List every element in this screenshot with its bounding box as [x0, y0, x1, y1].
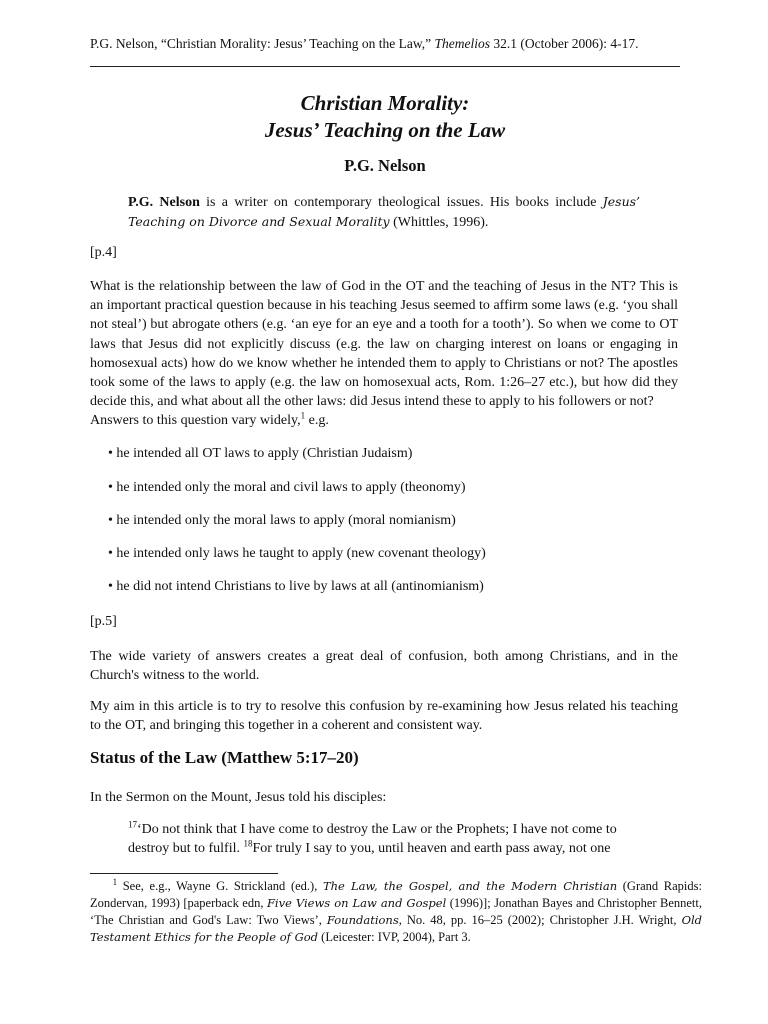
- article-title-line2: Jesus’ Teaching on the Law: [264, 118, 506, 142]
- bio-publisher: (Whittles, 1996).: [393, 215, 489, 230]
- footnote-ref-1[interactable]: 1: [300, 410, 306, 421]
- section-intro: In the Sermon on the Mount, Jesus told his disciples:: [90, 790, 387, 805]
- answer-item: • he intended only the moral laws to apply (moral nomianism): [108, 513, 456, 528]
- journal-name: Themelios: [434, 36, 490, 51]
- bio-book-title: Jesus’ Teaching on Divorce and Sexual Morality: [128, 194, 641, 229]
- verse-number: 18: [243, 838, 253, 849]
- verse-number: 17: [128, 819, 137, 830]
- answers-intro-tail: e.g.: [305, 413, 329, 429]
- quote-text: For truly I say to you, until heaven and earth pass away, not one: [252, 841, 611, 856]
- article-author: P.G. Nelson: [344, 156, 426, 175]
- quote-text: ‘Do not think that I have come to destroy the Law or the Prophets; I have not come to destroy but to fulfil.: [128, 822, 617, 856]
- footnote-text: (Grand Rapids: Zondervan, 1993) [paperback edn,: [90, 879, 702, 910]
- bio-name: P.G. Nelson: [128, 195, 200, 210]
- answers-intro: Answers to this question vary widely,: [90, 413, 301, 429]
- footnote-text: See, e.g., Wayne G. Strickland (ed.),: [122, 879, 318, 893]
- page-marker-p4: [p.4]: [90, 245, 117, 260]
- answer-item: • he intended only the moral and civil laws to apply (theonomy): [108, 480, 466, 495]
- footnote-text: (1996)]; Jonathan Bayes and Christopher Bennett, ‘The Christian and God's Law: Two Views’,: [90, 896, 703, 927]
- footnote-title: Foundations: [326, 913, 399, 927]
- footnote-text: (Leicester: IVP, 2004), Part 3.: [321, 930, 471, 944]
- author-bio: [128, 192, 640, 232]
- footnote-title: Five Views on Law and Gospel: [266, 896, 447, 910]
- article-title-line1: Christian Morality:: [300, 91, 470, 115]
- answer-item: • he intended only laws he taught to apply (new covenant theology): [108, 546, 486, 561]
- footnote-title: Old Testament Ethics for the People of God: [90, 913, 703, 944]
- running-header: [90, 36, 690, 52]
- footnote-text: , No. 48, pp. 16–25 (2002); Christopher J.H. Wright,: [398, 913, 677, 927]
- citation-suffix: 32.1 (October 2006): 4-17.: [493, 36, 639, 51]
- body-paragraph-2: My aim in this article is to try to resolve this confusion by re-examining how Jesus related his teaching to the OT, and bringing this together in a coherent and consistent way.: [90, 699, 678, 734]
- footnote-number: 1: [112, 876, 118, 887]
- header-rule: [90, 66, 680, 67]
- page-marker-p5: [p.5]: [90, 614, 117, 629]
- citation-prefix: P.G. Nelson, “Christian Morality: Jesus’ Teaching on the Law,”: [90, 36, 432, 51]
- bio-text: is a writer on contemporary theological issues. His books include: [206, 195, 597, 210]
- intro-text: What is the relationship between the law of God in the OT and the teaching of Jesus in the NT? This is an important practical question because in his teaching Jesus seemed to affirm some laws (e.g. ‘you shall not steal’) but abrogate others (e.g. ‘an eye for an eye and a tooth for a tooth’). So when we come to OT laws that Jesus did not explicitly discuss (e.g. the law on charging interest on loans or engaging in homosexual acts) how do we know whether he intended them to apply to Christians or not? The apostles took some of the laws to apply (e.g. the law on homosexual acts, Rom. 1:26–27 etc.), but how did they decide this, and what about all the other laws: did Jesus intend these to apply to his followers or not?: [90, 279, 678, 410]
- intro-paragraph: [90, 277, 678, 431]
- scripture-quote: [128, 820, 643, 858]
- footnote-1: [90, 878, 702, 946]
- footnote-rule: [90, 873, 278, 874]
- answer-item: • he did not intend Christians to live by laws at all (antinomianism): [108, 579, 484, 594]
- body-paragraph-1: The wide variety of answers creates a great deal of confusion, both among Christians, and in the Church's witness to the world.: [90, 649, 678, 684]
- answer-item: • he intended all OT laws to apply (Christian Judaism): [108, 446, 413, 461]
- footnote-title: The Law, the Gospel, and the Modern Christian: [322, 879, 618, 893]
- section-heading: Status of the Law (Matthew 5:17–20): [90, 748, 359, 767]
